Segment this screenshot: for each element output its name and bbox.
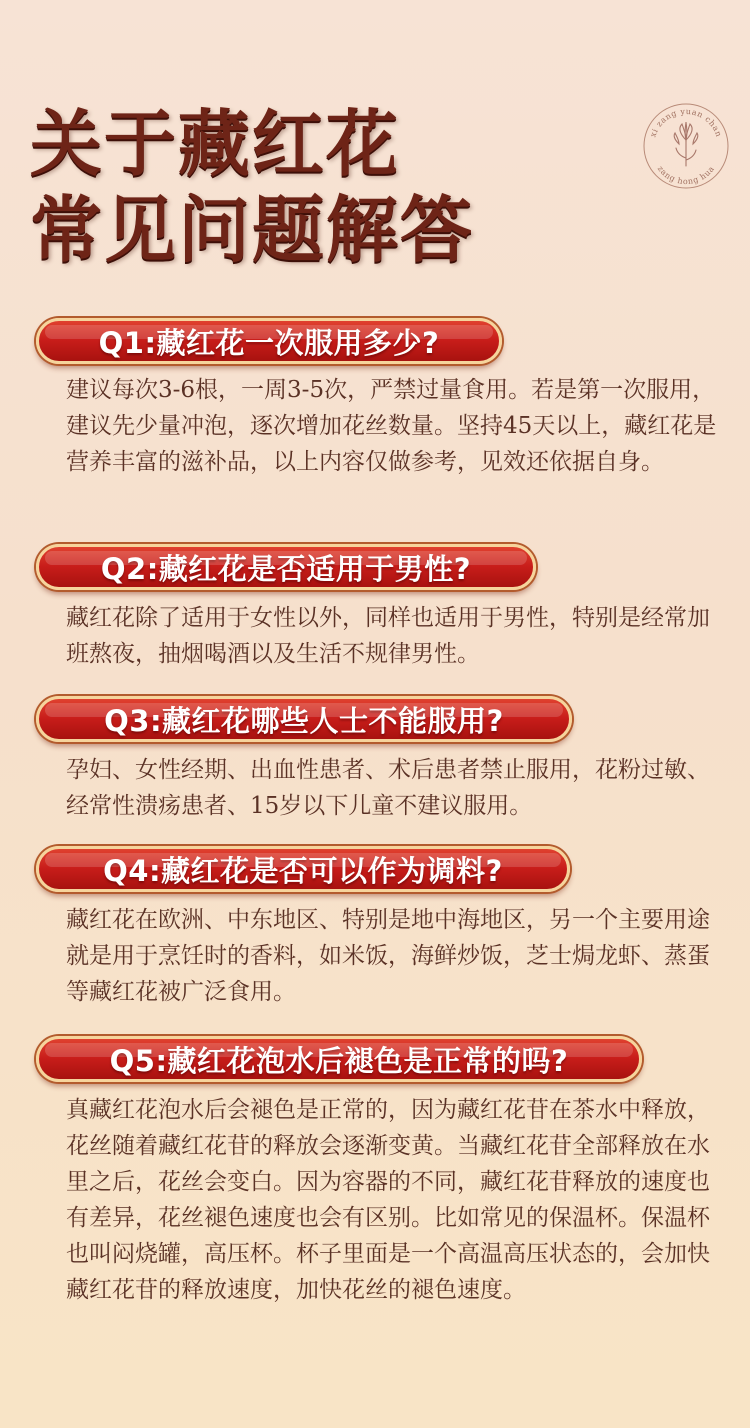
faq-answer-text: 藏红花在欧洲、中东地区、特别是地中海地区，另一个主要用途就是用于烹饪时的香料，如米饭，海鲜炒饭，芝士焗龙虾、蒸蛋等藏红花被广泛食用。 — [66, 907, 710, 1005]
svg-text:xi zang yuan chan: xi zang yuan chan — [648, 106, 724, 139]
svg-text:zang hong hua: zang hong hua — [655, 164, 717, 187]
page-title-line-1: 关于藏红花 — [30, 102, 401, 186]
saffron-seal-logo — [640, 100, 732, 192]
faq-question-badge — [36, 1036, 642, 1082]
faq-answer-text: 孕妇、女性经期、出血性患者、术后患者禁止服用，花粉过敏、经常性溃疡患者、15岁以下儿童不建议服用。 — [66, 757, 710, 819]
faq-answer-text: 建议每次3-6根，一周3-5次，严禁过量食用。若是第一次服用，建议先少量冲泡，逐次增加花丝数量。坚持45天以上，藏红花是营养丰富的滋补品，以上内容仅做参考，见效还依据自身。 — [66, 377, 717, 475]
faq-question-badge — [36, 696, 572, 742]
faq-question-text: Q3:藏红花哪些人士不能服用? — [104, 703, 504, 738]
faq-question-text: Q1:藏红花一次服用多少? — [98, 325, 440, 360]
faq-question-badge — [36, 318, 502, 364]
page-title-line-2: 常见问题解答 — [30, 188, 475, 272]
faq-question-text: Q5:藏红花泡水后褪色是正常的吗? — [109, 1043, 569, 1078]
faq-answer-text: 藏红花除了适用于女性以外，同样也适用于男性，特别是经常加班熬夜，抽烟喝酒以及生活不规律男性。 — [66, 605, 710, 667]
faq-answer-text: 真藏红花泡水后会褪色是正常的，因为藏红花苷在茶水中释放，花丝随着藏红花苷的释放会逐渐变黄。当藏红花苷全部释放在水里之后，花丝会变白。因为容器的不同，藏红花苷释放的速度也有差异，花丝褪色速度也会有区别。比如常见的保温杯。保温杯也叫闷烧罐，高压杯。杯子里面是一个高温高压状态的，会加快藏红花苷的释放速度，加快花丝的褪色速度。 — [66, 1097, 710, 1303]
faq-question-text: Q4:藏红花是否可以作为调料? — [103, 853, 503, 888]
faq-question-text: Q2:藏红花是否适用于男性? — [100, 551, 472, 586]
faq-question-badge — [36, 544, 536, 590]
faq-question-badge — [36, 846, 570, 892]
flower-icon — [674, 122, 698, 166]
